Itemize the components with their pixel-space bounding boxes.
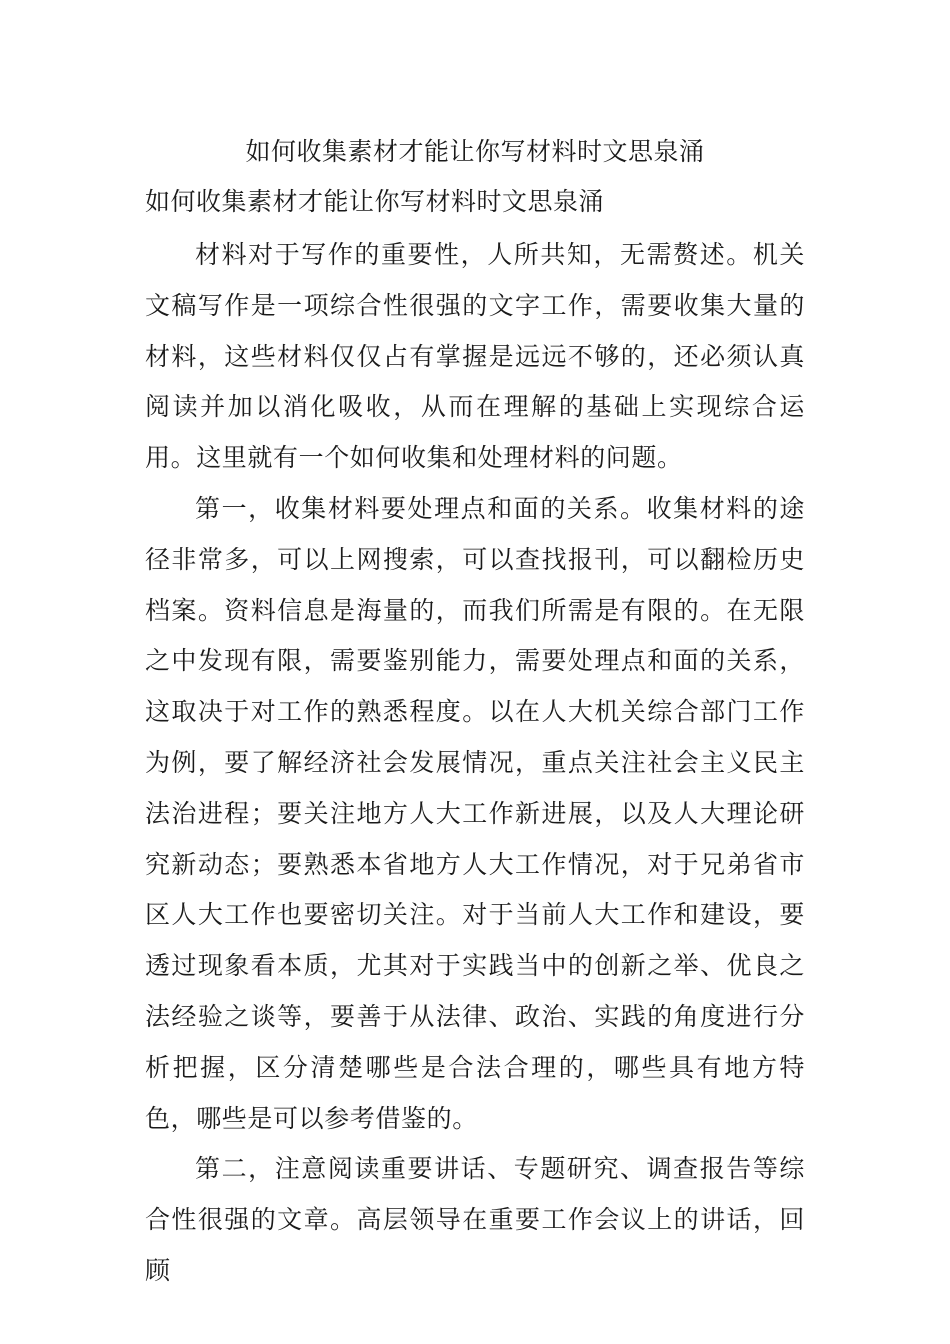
document-title: 如何收集素材才能让你写材料时文思泉涌	[245, 137, 705, 166]
paragraph-first-point: 第一，收集材料要处理点和面的关系。收集材料的途径非常多，可以上网搜索，可以查找报刊，可以翻检历史档案。资料信息是海量的，而我们所需是有限的。在无限之中发现有限，需要鉴别能力，需要处理点和面的关系，这取决于对工作的熟悉程度。以在人大机关综合部门工作为例，要了解经济社会发展情况，重点关注社会主义民主法治进程；要关注地方人大工作新进展，以及人大理论研究新动态；要熟悉本省地方人大工作情况，对于兄弟省市区人大工作也要密切关注。对于当前人大工作和建设，要透过现象看本质，尤其对于实践当中的创新之举、优良之法经验之谈等，要善于从法律、政治、实践的角度进行分析把握，区分清楚哪些是合法合理的，哪些具有地方特色，哪些是可以参考借鉴的。	[145, 493, 805, 1133]
paragraph-intro: 材料对于写作的重要性，人所共知，无需赘述。机关文稿写作是一项综合性很强的文字工作，需要收集大量的材料，这些材料仅仅占有掌握是远远不够的，还必须认真阅读并加以消化吸收，从而在理解的基础上实现综合运用。这里就有一个如何收集和处理材料的问题。	[145, 240, 805, 473]
document-body	[145, 230, 805, 1297]
paragraph-second-point: 第二，注意阅读重要讲话、专题研究、调查报告等综合性很强的文章。高层领导在重要工作会议上的讲话，回顾	[145, 1154, 805, 1285]
document-subtitle: 如何收集素材才能让你写材料时文思泉涌	[145, 187, 605, 216]
